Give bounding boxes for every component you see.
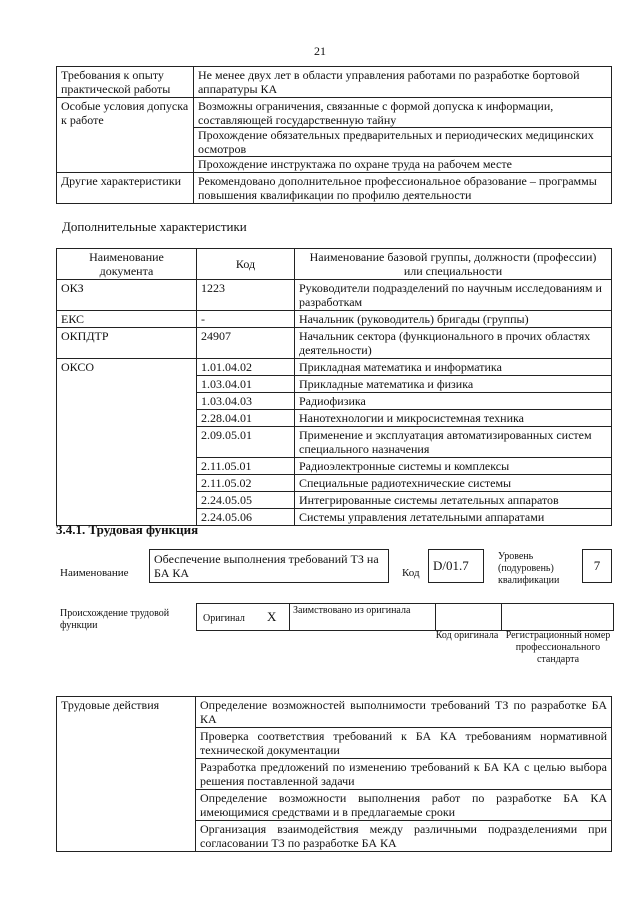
table-row: [57, 173, 612, 204]
table-row: [57, 67, 612, 98]
original-mark: X: [267, 609, 277, 624]
level-value: 7: [582, 549, 612, 583]
name-cell: Интегрированные системы летательных аппаратов: [295, 492, 612, 509]
name-cell: Системы управления летательными аппаратами: [295, 509, 612, 526]
actions-label: Трудовые действия: [57, 697, 196, 852]
origin-label: Происхождение трудовой функции: [60, 608, 170, 631]
doc-cell: ОКЗ: [57, 280, 197, 311]
requirements-table: [56, 66, 612, 204]
name-cell: Прикладные математика и физика: [295, 376, 612, 393]
code-cell: 1.03.04.03: [197, 393, 295, 410]
name-cell: Прикладная математика и информатика: [295, 359, 612, 376]
table-row: [57, 328, 612, 359]
origin-box: [196, 603, 614, 631]
name-label: Наименование: [60, 567, 129, 579]
row-label: Другие характеристики: [57, 173, 194, 204]
divider: [289, 604, 290, 630]
row-item: Прохождение инструктажа по охране труда на рабочем месте: [194, 156, 611, 171]
name-cell: Нанотехнологии и микросистемная техника: [295, 410, 612, 427]
row-label: Особые условия допуска к работе: [57, 98, 194, 173]
action-item: Организация взаимодействия между различными подразделениями при согласовании ТЗ по разработке БА КА: [196, 821, 612, 852]
code-cell: 1223: [197, 280, 295, 311]
column-header: Наименование базовой группы, должности (профессии) или специальности: [295, 249, 612, 280]
code-cell: 24907: [197, 328, 295, 359]
row-value: Рекомендовано дополнительное профессиональное образование – программы повышения квалификации по профилю деятельности: [194, 173, 612, 204]
action-item: Определение возможностей выполнимости требований ТЗ по разработке БА КА: [196, 697, 612, 728]
code-cell: 1.03.04.01: [197, 376, 295, 393]
code-label: Код: [402, 567, 420, 579]
name-cell: Руководители подразделений по научным исследованиям и разработкам: [295, 280, 612, 311]
function-code: D/01.7: [428, 549, 484, 583]
action-item: Разработка предложений по изменению требований к БА КА с целью выбора решения поставленной задачи: [196, 759, 612, 790]
name-cell: Радиофизика: [295, 393, 612, 410]
column-header: Наименование документа: [57, 249, 197, 280]
table-row: [57, 359, 612, 376]
original-label: Оригинал: [203, 613, 245, 624]
action-item: Определение возможности выполнения работ по разработке БА КА имеющимися средствами и в предлагаемые сроки: [196, 790, 612, 821]
column-header: Код: [197, 249, 295, 280]
code-cell: 2.24.05.05: [197, 492, 295, 509]
code-cell: 2.11.05.02: [197, 475, 295, 492]
orig-code-label: Код оригинала: [435, 630, 499, 641]
name-cell: Специальные радиотехнические системы: [295, 475, 612, 492]
extra-heading: Дополнительные характеристики: [62, 219, 247, 234]
code-cell: -: [197, 311, 295, 328]
action-item: Проверка соответствия требований к БА КА требованиям нормативной технической документации: [196, 728, 612, 759]
level-label: Уровень (подуровень) квалификации: [498, 551, 560, 586]
table-header-row: [57, 249, 612, 280]
extra-characteristics-table: [56, 248, 612, 526]
row-item: Прохождение обязательных предварительных и периодических медицинских осмотров: [194, 127, 611, 156]
divider: [501, 604, 502, 630]
row-item: Возможны ограничения, связанные с формой допуска к информации, составляющей государственную тайну: [198, 99, 554, 127]
table-row: [57, 697, 612, 728]
function-name: Обеспечение выполнения требований ТЗ на БА КА: [149, 549, 389, 583]
page-number: 21: [314, 44, 326, 58]
name-cell: Начальник сектора (функционального в прочих областях деятельности): [295, 328, 612, 359]
divider: [435, 604, 436, 630]
code-cell: 2.11.05.01: [197, 458, 295, 475]
doc-cell: ОКПДТР: [57, 328, 197, 359]
table-row: [57, 98, 612, 173]
section-title: 3.4.1. Трудовая функция: [56, 522, 199, 537]
row-label: Требования к опыту практической работы: [57, 67, 194, 98]
borrowed-label: Заимствовано из оригинала: [293, 605, 411, 616]
row-value: Не менее двух лет в области управления работами по разработке бортовой аппаратуры КА: [194, 67, 612, 98]
table-row: [57, 280, 612, 311]
code-cell: 2.24.05.06: [197, 509, 295, 526]
name-cell: Начальник (руководитель) бригады (группы): [295, 311, 612, 328]
doc-cell: ОКСО: [57, 359, 197, 526]
table-row: [57, 311, 612, 328]
code-cell: 2.09.05.01: [197, 427, 295, 458]
code-cell: 1.01.04.02: [197, 359, 295, 376]
doc-cell: ЕКС: [57, 311, 197, 328]
reg-number-label: Регистрационный номер профессионального стандарта: [505, 630, 611, 665]
code-cell: 2.28.04.01: [197, 410, 295, 427]
name-cell: Применение и эксплуатация автоматизированных систем специального назначения: [295, 427, 612, 458]
labor-actions-table: [56, 696, 612, 852]
row-value: [194, 98, 612, 173]
name-cell: Радиоэлектронные системы и комплексы: [295, 458, 612, 475]
